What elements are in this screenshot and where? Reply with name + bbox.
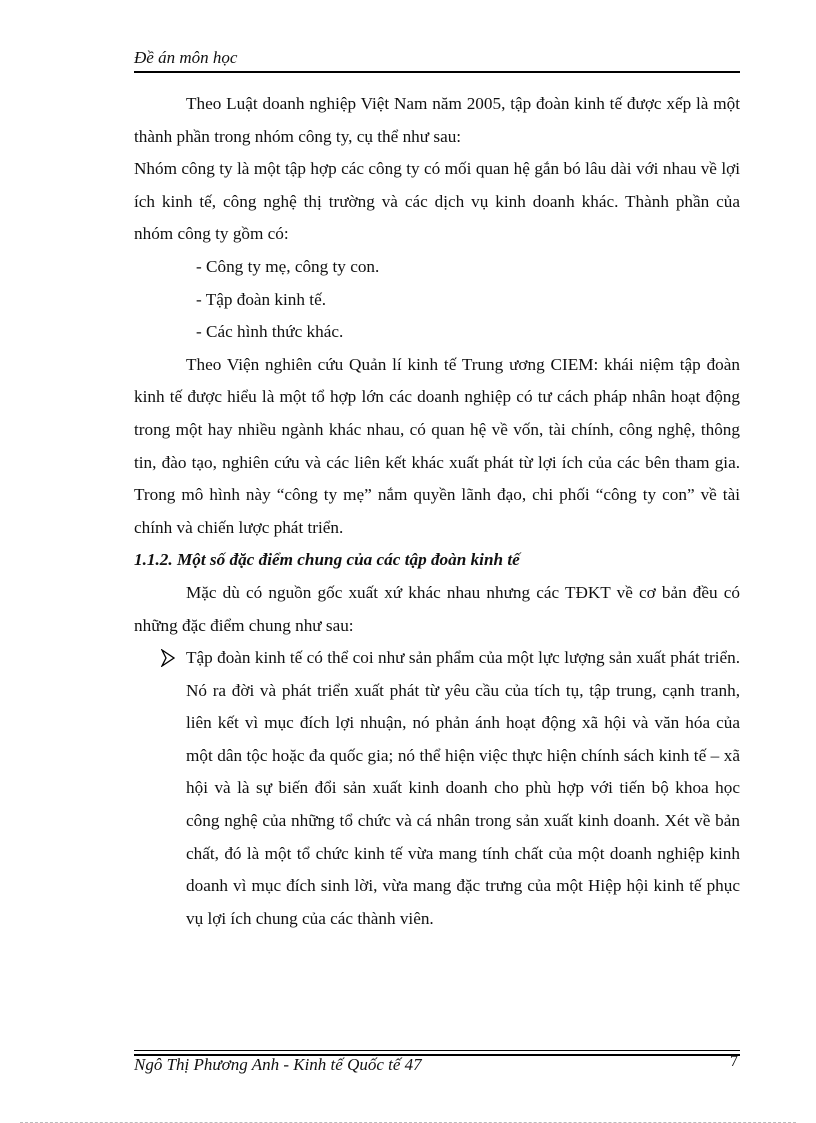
list-item: - Các hình thức khác.	[196, 322, 344, 342]
bullet-text: Tập đoàn kinh tế có thể coi như sản phẩm của một lực lượng sản xuất phát triển. Nó ra đời và phát triển xuất phát từ yêu cầu của tích tụ, tập trung, cạnh tranh, liên kết vì mục đích lợi nhuận, nó phản ánh hoạt động xã hội và văn hóa của một dân tộc hoặc đa quốc gia; nó thể hiện việc thực hiện chính sách kinh tế – xã hội và là sự biến đổi sản xuất kinh doanh cho phù hợp với tiến bộ khoa học công nghệ của những tổ chức và cá nhân trong sản xuất kinh doanh. Xét về bản chất, đó là một tổ chức kinh tế vừa mang tính chất của một doanh nghiệp kinh doanh vì mục đích sinh lời, vừa mang đặc trưng của một Hiệp hội kinh tế phục vụ lợi ích chung của các thành viên.	[186, 648, 740, 928]
header-divider	[134, 71, 740, 73]
bullet-item	[134, 642, 740, 935]
list-item: - Công ty mẹ, công ty con.	[196, 256, 380, 276]
footer-author: Ngô Thị Phương Anh - Kinh tế Quốc tế 47	[134, 1055, 422, 1074]
page-header-title: Đề án môn học	[134, 48, 238, 67]
section-heading: 1.1.2. Một số đặc điểm chung của các tập đoàn kinh tế	[134, 550, 520, 570]
document-body	[134, 88, 740, 935]
arrow-bullet-icon	[161, 649, 175, 667]
paragraph-company-group: Nhóm công ty là một tập hợp các công ty có mối quan hệ gắn bó lâu dài với nhau về lợi ích kinh tế, công nghệ thị trường và các dịch vụ kinh doanh khác. Thành phần của nhóm công ty gồm có:	[134, 159, 740, 244]
footer-divider-thin	[134, 1050, 740, 1051]
list-item: - Tập đoàn kinh tế.	[196, 289, 326, 309]
paragraph-law: Theo Luật doanh nghiệp Việt Nam năm 2005, tập đoàn kinh tế được xếp là một thành phần trong nhóm công ty, cụ thể như sau:	[134, 94, 740, 146]
paragraph-common-features: Mặc dù có nguồn gốc xuất xứ khác nhau nhưng các TĐKT về cơ bản đều có những đặc điểm chung như sau:	[134, 582, 740, 635]
page-number: 7	[730, 1053, 738, 1070]
paragraph-ciem: Theo Viện nghiên cứu Quản lí kinh tế Trung ương CIEM: khái niệm tập đoàn kinh tế được hiểu là một tổ hợp lớn các doanh nghiệp có tư cách pháp nhân hoạt động trong một hay nhiều ngành khác nhau, có quan hệ về vốn, tài chính, công nghệ, thông tin, đào tạo, nghiên cứu và các liên kết khác xuất phát từ lợi ích của các bên tham gia. Trong mô hình này “công ty mẹ” nắm quyền lãnh đạo, chi phối “công ty con” về tài chính và chiến lược phát triển.	[134, 354, 740, 537]
